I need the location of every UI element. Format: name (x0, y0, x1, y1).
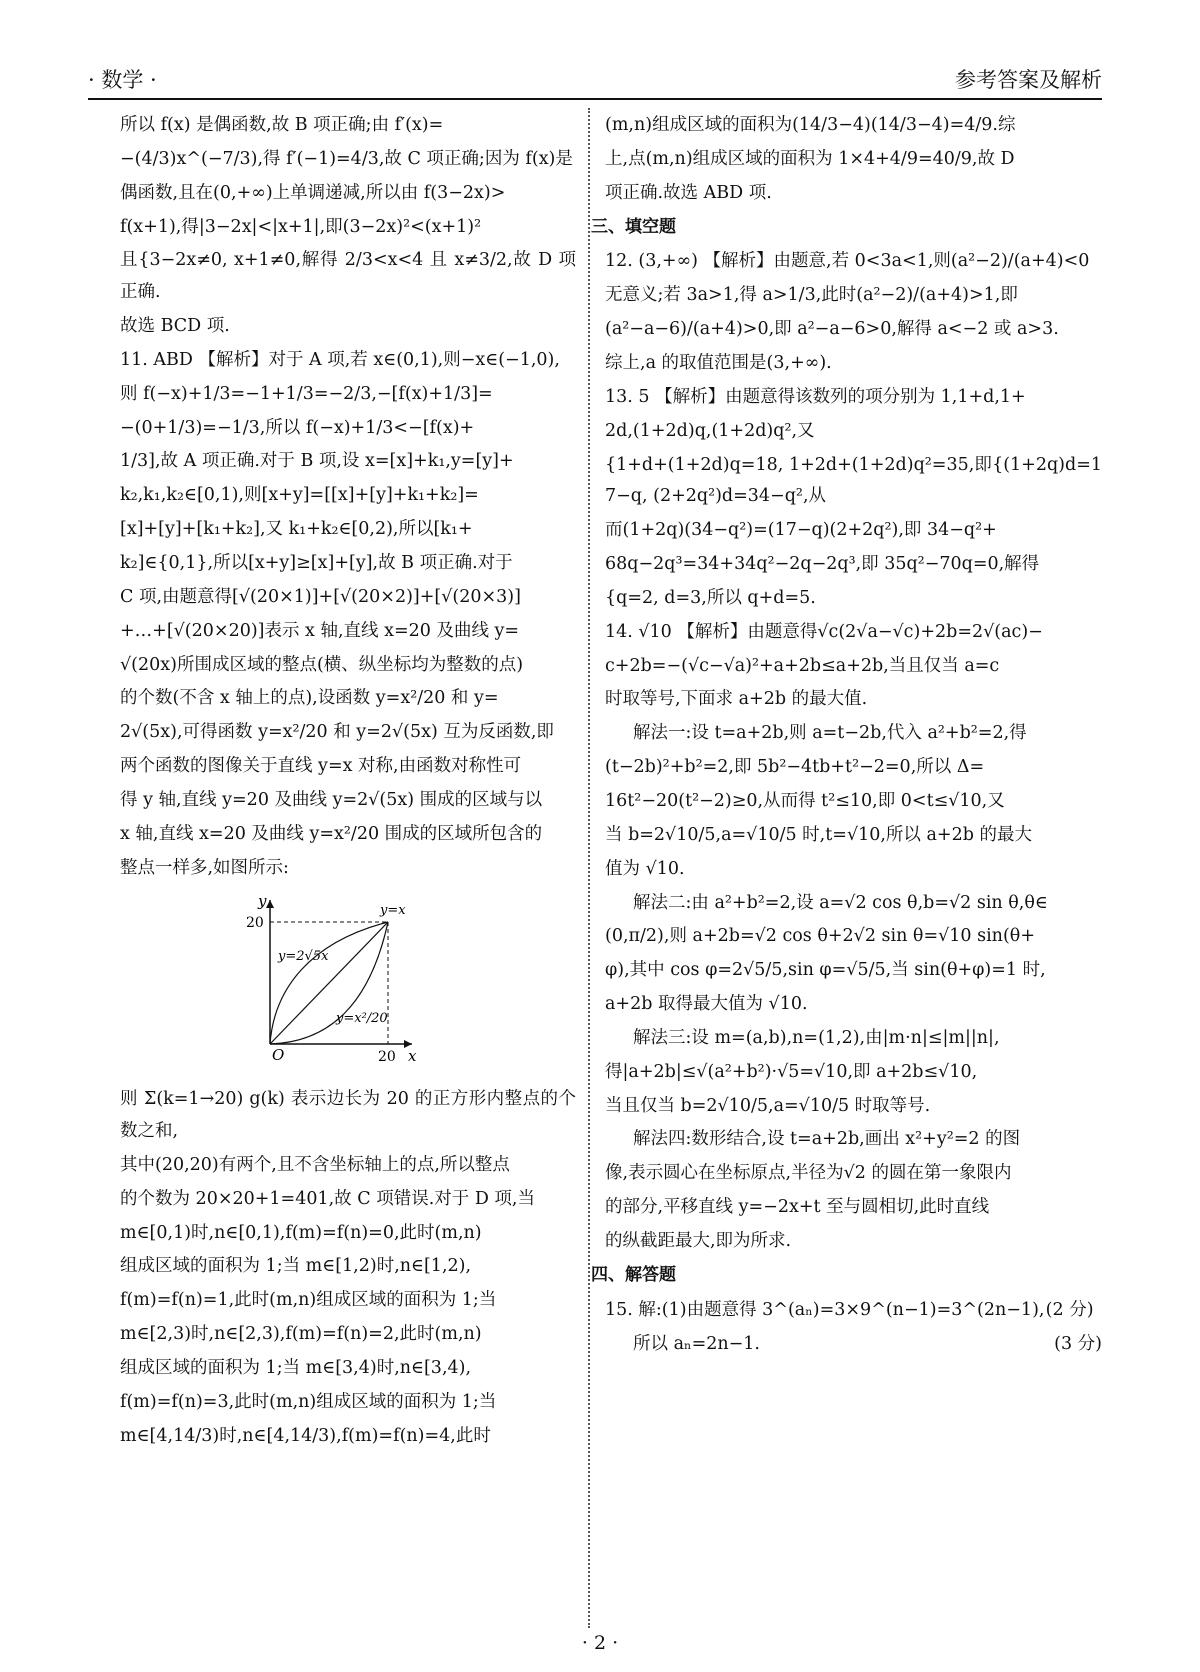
text-line: 两个函数的图像关于直线 y=x 对称,由函数对称性可 (120, 756, 522, 777)
text-line: m∈[4,14/3)时,n∈[4,14/3),f(m)=f(n)=4,此时 (120, 1425, 491, 1446)
section-title-solutions: 四、解答题 (591, 1264, 676, 1285)
text-line: 68q−2q³=34+34q²−2q−2q³,即 35q²−70q=0,解得 (605, 554, 1040, 575)
text-line: k₂]∈{0,1},所以[x+y]≥[x]+[y],故 B 项正确.对于 (120, 552, 513, 573)
text-line: m∈[2,3)时,n∈[2,3),f(m)=f(n)=2,此时(m,n) (120, 1324, 482, 1345)
graph-svg (240, 894, 420, 1064)
text-line: x 轴,直线 x=20 及曲线 y=x²/20 围成的区域所包含的 (120, 823, 543, 844)
text-line: 综上,a 的取值范围是(3,+∞). (605, 353, 832, 373)
text-line: 时取等号,下面求 a+2b 的最大值. (605, 689, 868, 710)
text-line: 偶函数,且在(0,+∞)上单调递减,所以由 f(3−2x)> (120, 182, 506, 203)
answer-12: 12. (3,+∞) 【解析】由题意,若 0<3a<1,则(a²−2)/(a+4)<0 (605, 251, 1090, 272)
text-line: 当 b=2√10/5,a=√10/5 时,t=√10,所以 a+2b 的最大 (605, 824, 1032, 845)
text-line: 上,点(m,n)组成区域的面积为 1×4+4/9=40/9,故 D (605, 148, 1015, 169)
text-line: 组成区域的面积为 1;当 m∈[1,2)时,n∈[1,2), (120, 1256, 472, 1277)
section-title-fill-blank: 三、填空题 (591, 216, 676, 237)
text-line: 其中(20,20)有两个,且不含坐标轴上的点,所以整点 (120, 1154, 510, 1175)
text-line: f(x+1),得|3−2x|<|x+1|,即(3−2x)²<(x+1)² (120, 216, 482, 237)
text-line: f(m)=f(n)=3,此时(m,n)组成区域的面积为 1;当 (120, 1391, 497, 1412)
text-line: 且{3−2x≠0, x+1≠0,解得 2/3<x<4 且 x≠3/2,故 D 项正确. (120, 250, 576, 303)
text-line: (m,n)组成区域的面积为(14/3−4)(14/3−4)=4/9.综 (605, 115, 1016, 135)
score-label: (3 分) (1054, 1333, 1102, 1354)
text-line: 的部分,平移直线 y=−2x+t 至与圆相切,此时直线 (605, 1197, 990, 1218)
text-line: −(0+1/3)=−1/3,所以 f(−x)+1/3<−[f(x)+ (120, 417, 475, 438)
text-line: √(20x)所围成区域的整点(横、纵坐标均为整数的点) (120, 654, 524, 675)
text-line: 的个数为 20×20+1=401,故 C 项错误.对于 D 项,当 (120, 1188, 535, 1209)
text-line: 所以 f(x) 是偶函数,故 B 项正确;由 f′(x)= (120, 115, 444, 135)
score-label: (2 分) (1045, 1299, 1094, 1320)
text-line: −(4/3)x^(−7/3),得 f′(−1)=4/3,故 C 项正确;因为 f(x)是 (120, 148, 573, 169)
text-line: [x]+[y]+[k₁+k₂],又 k₁+k₂∈[0,2),所以[k₁+ (120, 519, 473, 540)
page-number: · 2 · (581, 1632, 619, 1654)
answer-15-text: 15. 解:(1)由题意得 3^(aₙ)=3×9^(n−1)=3^(2n−1), (605, 1299, 1045, 1320)
text-line: 组成区域的面积为 1;当 m∈[3,4)时,n∈[3,4), (120, 1358, 472, 1378)
origin-label: O (272, 1046, 285, 1065)
text-line: 1/3],故 A 项正确.对于 B 项,设 x=[x]+k₁,y=[y]+ (120, 451, 514, 472)
text-line: φ),其中 cos φ=2√5/5,sin φ=√5/5,当 sin(θ+φ)=1 时, (605, 960, 1046, 981)
x-axis-label: x (408, 1047, 417, 1065)
text-line: k₂,k₁,k₂∈[0,1),则[x+y]=[[x]+[y]+k₁+k₂]= (120, 485, 479, 506)
column-divider (588, 108, 590, 1628)
text-line: 则 f(−x)+1/3=−1+1/3=−2/3,−[f(x)+1/3]= (120, 383, 493, 404)
line-label: y=x (380, 903, 406, 919)
x-tick-20: 20 (378, 1049, 396, 1065)
curve-label-parabola: y=x²/20 (336, 1011, 388, 1027)
text-line: {q=2, d=3,所以 q+d=5. (605, 587, 816, 608)
method-1: 解法一:设 t=a+2b,则 a=t−2b,代入 a²+b²=2,得 (633, 723, 1027, 744)
text-line: f(m)=f(n)=1,此时(m,n)组成区域的面积为 1;当 (120, 1290, 497, 1311)
y-axis-arrow (266, 900, 274, 908)
function-graph-figure (240, 894, 576, 1076)
text-line: 得|a+2b|≤√(a²+b²)·√5=√10,即 a+2b≤√10, (605, 1061, 978, 1082)
text-line: c+2b=−(√c−√a)²+a+2b≤a+2b,当且仅当 a=c (605, 655, 1000, 676)
text-line: 而(1+2q)(34−q²)=(17−q)(2+2q²),即 34−q²+ (605, 520, 997, 541)
text-line: 2d,(1+2d)q,(1+2d)q²,又 (605, 420, 815, 441)
text-line: m∈[0,1)时,n∈[0,1),f(m)=f(n)=0,此时(m,n) (120, 1222, 482, 1243)
answer-14: 14. √10 【解析】由题意得√c(2√a−√c)+2b=2√(ac)− (605, 621, 1043, 642)
page-header (88, 62, 1102, 100)
answer-15-text: 所以 aₙ=2n−1. (633, 1333, 760, 1354)
answer-11: 11. ABD 【解析】对于 A 项,若 x∈(0,1),则−x∈(−1,0), (120, 349, 560, 370)
text-line: (a²−a−6)/(a+4)>0,即 a²−a−6>0,解得 a<−2 或 a>3. (605, 319, 1059, 340)
left-column (120, 110, 576, 1455)
text-line: 故选 BCD 项. (120, 316, 230, 337)
text-line: 16t²−20(t²−2)≥0,从而得 t²≤10,即 0<t≤√10,又 (605, 790, 1005, 811)
y-tick-20: 20 (246, 915, 264, 932)
right-column (591, 110, 1102, 1362)
text-line: 项正确.故选 ABD 项. (605, 182, 772, 203)
text-line: (t−2b)²+b²=2,即 5b²−4tb+t²−2=0,所以 Δ= (605, 757, 985, 778)
curve-label-sqrt: y=2√5x (278, 949, 329, 965)
method-3: 解法三:设 m=(a,b),n=(1,2),由|m·n|≤|m||n|, (633, 1027, 1000, 1048)
text-line: 像,表示圆心在坐标原点,半径为√2 的圆在第一象限内 (605, 1163, 1012, 1184)
text-line: {1+d+(1+2d)q=18, 1+2d+(1+2d)q²=35,即{(1+2q)d=17−q, (2+2q²)d=34−q²,从 (605, 454, 1102, 507)
text-line: a+2b 取得最大值为 √10. (605, 994, 808, 1015)
text-line: 则 Σ(k=1→20) g(k) 表示边长为 20 的正方形内整点的个数之和, (120, 1089, 576, 1142)
y-axis-label: y (258, 894, 267, 911)
text-line: 2√(5x),可得函数 y=x²/20 和 y=2√(5x) 互为反函数,即 (120, 722, 554, 743)
text-line: 得 y 轴,直线 y=20 及曲线 y=2√(5x) 围成的区域与以 (120, 789, 543, 810)
text-line: 整点一样多,如图所示: (120, 857, 289, 878)
header-subject: · 数学 · (88, 68, 157, 92)
text-line: C 项,由题意得[√(20×1)]+[√(20×2)]+[√(20×3)] (120, 586, 521, 607)
text-line: 的纵截距最大,即为所求. (605, 1230, 792, 1251)
method-2: 解法二:由 a²+b²=2,设 a=√2 cos θ,b=√2 sin θ,θ∈ (633, 892, 1048, 913)
header-title: 参考答案及解析 (955, 68, 1102, 92)
answer-15-line-1 (605, 1295, 1102, 1327)
text-line: 值为 √10. (605, 858, 685, 879)
text-line: 无意义;若 3a>1,得 a>1/3,此时(a²−2)/(a+4)>1,即 (605, 285, 1018, 306)
text-line: 的个数(不含 x 轴上的点),设函数 y=x²/20 和 y= (120, 688, 499, 709)
text-line: +…+[√(20×20)]表示 x 轴,直线 x=20 及曲线 y= (120, 620, 520, 641)
text-line: (0,π/2),则 a+2b=√2 cos θ+2√2 sin θ=√10 sin(θ+ (605, 926, 1035, 947)
text-line: 当且仅当 b=2√10/5,a=√10/5 时取等号. (605, 1095, 931, 1116)
answer-15-line-2 (605, 1329, 1102, 1361)
answer-13: 13. 5 【解析】由题意得该数列的项分别为 1,1+d,1+ (605, 386, 1026, 407)
method-4: 解法四:数形结合,设 t=a+2b,画出 x²+y²=2 的图 (633, 1129, 1021, 1150)
